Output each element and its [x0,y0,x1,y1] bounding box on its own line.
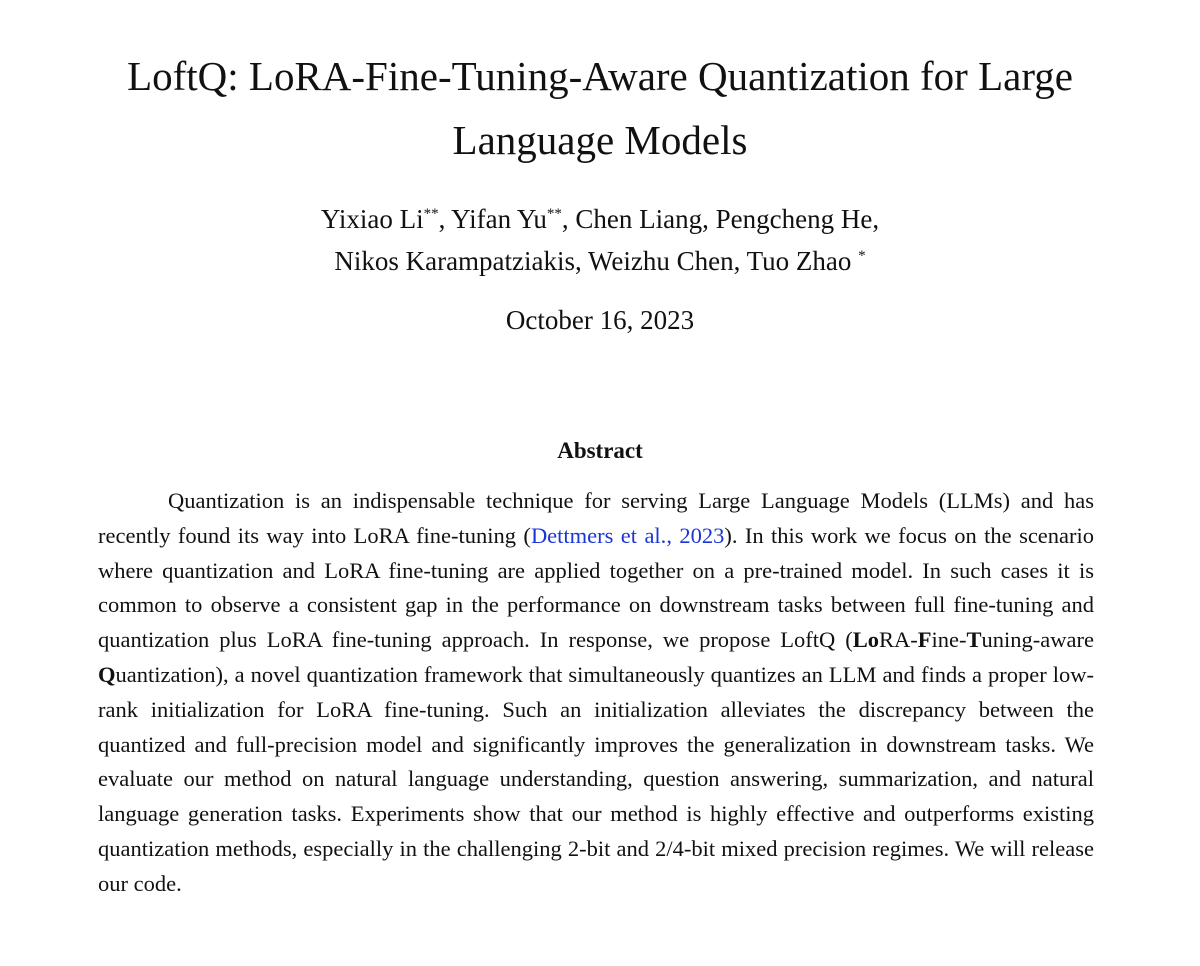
citation-year: 2023 [679,522,725,548]
author-line-1 [100,198,1100,240]
abstract-text-part: ). In this work we focus on the scenario where quantization and LoRA fine-tuning are applied together on a pre-trained model. In such cases it is common to observe a consistent gap in the performance on downstream tasks between full fine-tuning and quantization plus LoRA fine-tuning approach. In response, we propose LoftQ ( [98,522,1095,653]
acronym-rest: RA- [879,627,918,653]
author-mark: ** [423,206,439,222]
author-separator: , [872,204,880,234]
abstract-text-part: ), a novel quantization framework that simultaneously quantizes an LLM and finds a proper low-rank initialization for LoRA fine-tuning. Such an initialization alleviates the discrepancy between the quantized and full-precision model and significantly improves the generalization in downstream tasks. We evaluate our method on natural language understanding, question answering, summarization, and natural language generation tasks. Experiments show that our method is highly effective and outperforms existing quantization methods, especially in the challenging 2-bit and 2/4-bit mixed precision regimes. We will release our code. [98,661,1094,896]
author-separator: , [561,204,576,234]
acronym-rest: uantization [115,661,216,687]
author-name: Nikos Karampatziakis [334,246,576,276]
author-list [100,198,1100,282]
paper-title: LoftQ: LoRA-Fine-Tuning-Aware Quantization for Large Language Models [127,53,1073,163]
author-line-2 [100,240,1100,282]
author-name: Yixiao Li [320,204,424,234]
author-mark: * [858,248,866,264]
author-separator: , [702,204,716,234]
author-name: Tuo Zhao [746,246,852,276]
acronym-letter: F [917,627,932,653]
author-separator: , [438,204,452,234]
author-separator: , [733,246,747,276]
acronym-letter: Q [98,661,116,687]
citation-authors: Dettmers et al. [530,522,667,548]
author-name: Weizhu Chen [588,246,734,276]
acronym-letter: T [966,627,982,653]
author-separator: , [575,246,589,276]
acronym-rest: ine- [931,627,967,653]
abstract-text [98,484,1094,902]
citation-separator: , [666,522,680,548]
paper-date: October 16, 2023 [505,305,695,335]
author-name: Chen Liang [575,204,703,234]
author-name: Yifan Yu [451,204,547,234]
abstract-text-part: Quantization is an indispensable technique for serving Large Language Models (LLMs) and has recently found its way into LoRA fine-tuning ( [98,488,1094,548]
author-mark: ** [546,206,562,222]
acronym-rest: uning-aware [981,627,1094,653]
author-name: Pengcheng He [715,204,873,234]
acronym-letter: Lo [852,627,880,653]
citation-link[interactable] [531,523,724,548]
abstract-heading: Abstract [557,438,643,463]
